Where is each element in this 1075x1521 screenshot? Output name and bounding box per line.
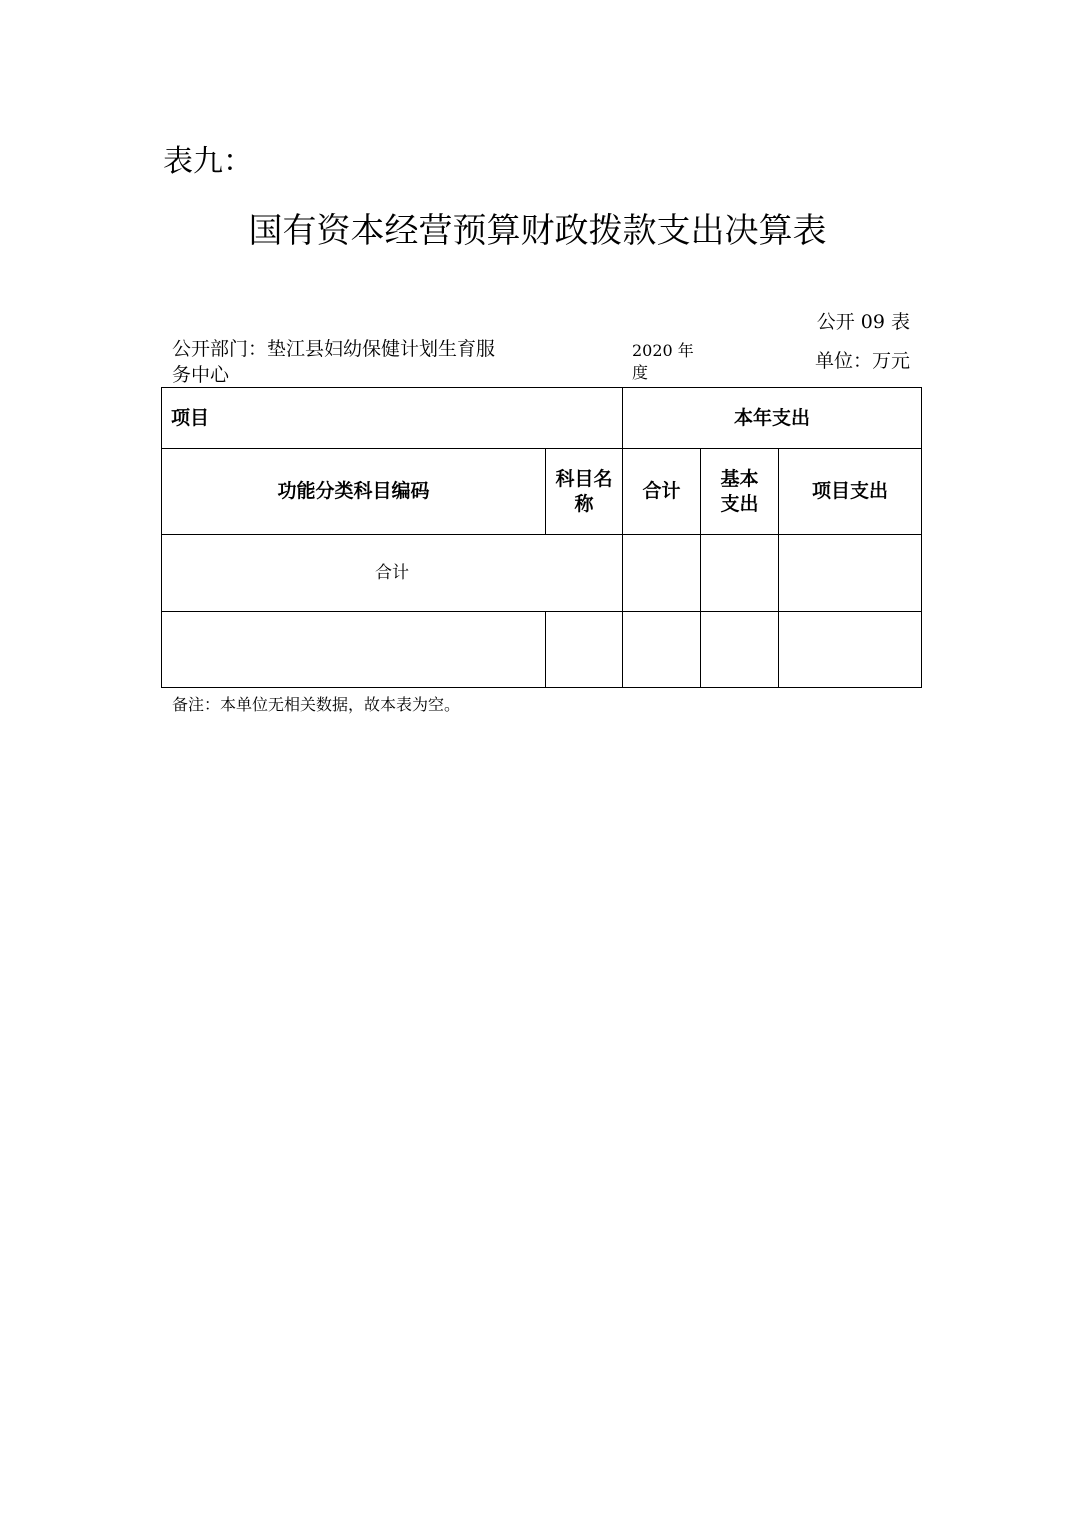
fiscal-year: 2020 年度 (632, 341, 694, 382)
table-subheader-row (162, 449, 922, 535)
total-cell-basic (701, 535, 779, 612)
table-row (162, 612, 922, 688)
department: 公开部门：垫江县妇幼保健计划生育服务中心 (172, 338, 496, 386)
row-cell-basic (701, 612, 779, 688)
header-item: 项目 (162, 388, 623, 449)
form-code: 公开 09 表 (816, 311, 910, 333)
row-cell-name (546, 612, 623, 688)
header-function-code: 功能分类科目编码 (162, 449, 546, 535)
row-cell-total (623, 612, 701, 688)
header-total: 合计 (623, 449, 701, 535)
row-cell-code (162, 612, 546, 688)
total-row-label: 合计 (162, 535, 623, 612)
unit-label: 单位：万元 (814, 350, 910, 372)
table-header-row (162, 388, 922, 449)
total-row (162, 535, 922, 612)
header-current-year-expenditure: 本年支出 (623, 388, 922, 449)
header-basic-expenditure: 基本支出 (701, 449, 779, 535)
header-project-expenditure: 项目支出 (779, 449, 922, 535)
footnote: 备注：本单位无相关数据，故本表为空。 (172, 695, 461, 714)
total-cell-project (779, 535, 922, 612)
table-label: 表九： (163, 144, 253, 179)
row-cell-project (779, 612, 922, 688)
total-cell-total (623, 535, 701, 612)
document-title: 国有资本经营预算财政拨款支出决算表 (248, 211, 827, 251)
expenditure-table (161, 387, 922, 688)
header-subject-name: 科目名称 (546, 449, 623, 535)
